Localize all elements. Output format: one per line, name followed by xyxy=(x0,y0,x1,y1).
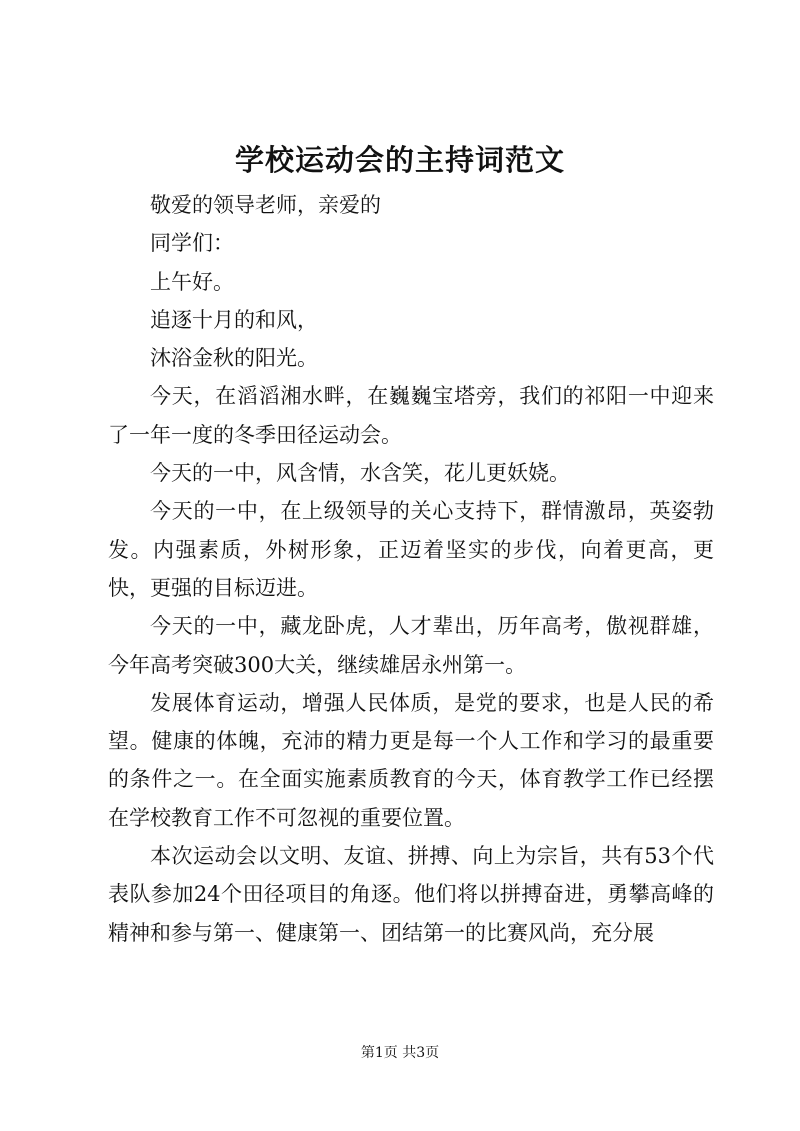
paragraph: 今天的一中，藏龙卧虎，人才辈出，历年高考，傲视群雄，今年高考突破300大关，继续雄居永州第一。 xyxy=(108,614,714,677)
paragraph: 今天的一中，风含情，水含笑，花儿更妖娆。 xyxy=(150,461,570,486)
paragraph: 沐浴金秋的阳光。 xyxy=(150,346,318,371)
document-body xyxy=(108,186,714,952)
paragraph: 追逐十月的和风， xyxy=(150,307,318,332)
paragraph: 同学们： xyxy=(150,231,234,256)
paragraph: 上午好。 xyxy=(150,269,234,294)
document-title: 学校运动会的主持词范文 xyxy=(234,143,565,177)
paragraph: 敬爱的领导老师，亲爱的 xyxy=(150,193,381,217)
paragraph: 本次运动会以文明、友谊、拼搏、向上为宗旨，共有53个代表队参加24个田径项目的角逐。他们将以拼搏奋进，勇攀高峰的精神和参与第一、健康第一、团结第一的比赛风尚，充分展 xyxy=(108,844,714,945)
page-footer: 第1页 共3页 xyxy=(360,1045,440,1061)
paragraph: 今天，在滔滔湘水畔，在巍巍宝塔旁，我们的祁阳一中迎来了一年一度的冬季田径运动会。 xyxy=(108,384,714,447)
paragraph: 发展体育运动，增强人民体质，是党的要求，也是人民的希望。健康的体魄，充沛的精力更是每一个人工作和学习的最重要的条件之一。在全面实施素质教育的今天，体育教学工作已经摆在学校教育工作不可忽视的重要位置。 xyxy=(108,690,714,830)
paragraph: 今天的一中，在上级领导的关心支持下，群情激昂，英姿勃发。内强素质，外树形象，正迈着坚实的步伐，向着更高，更快，更强的目标迈进。 xyxy=(108,499,714,600)
